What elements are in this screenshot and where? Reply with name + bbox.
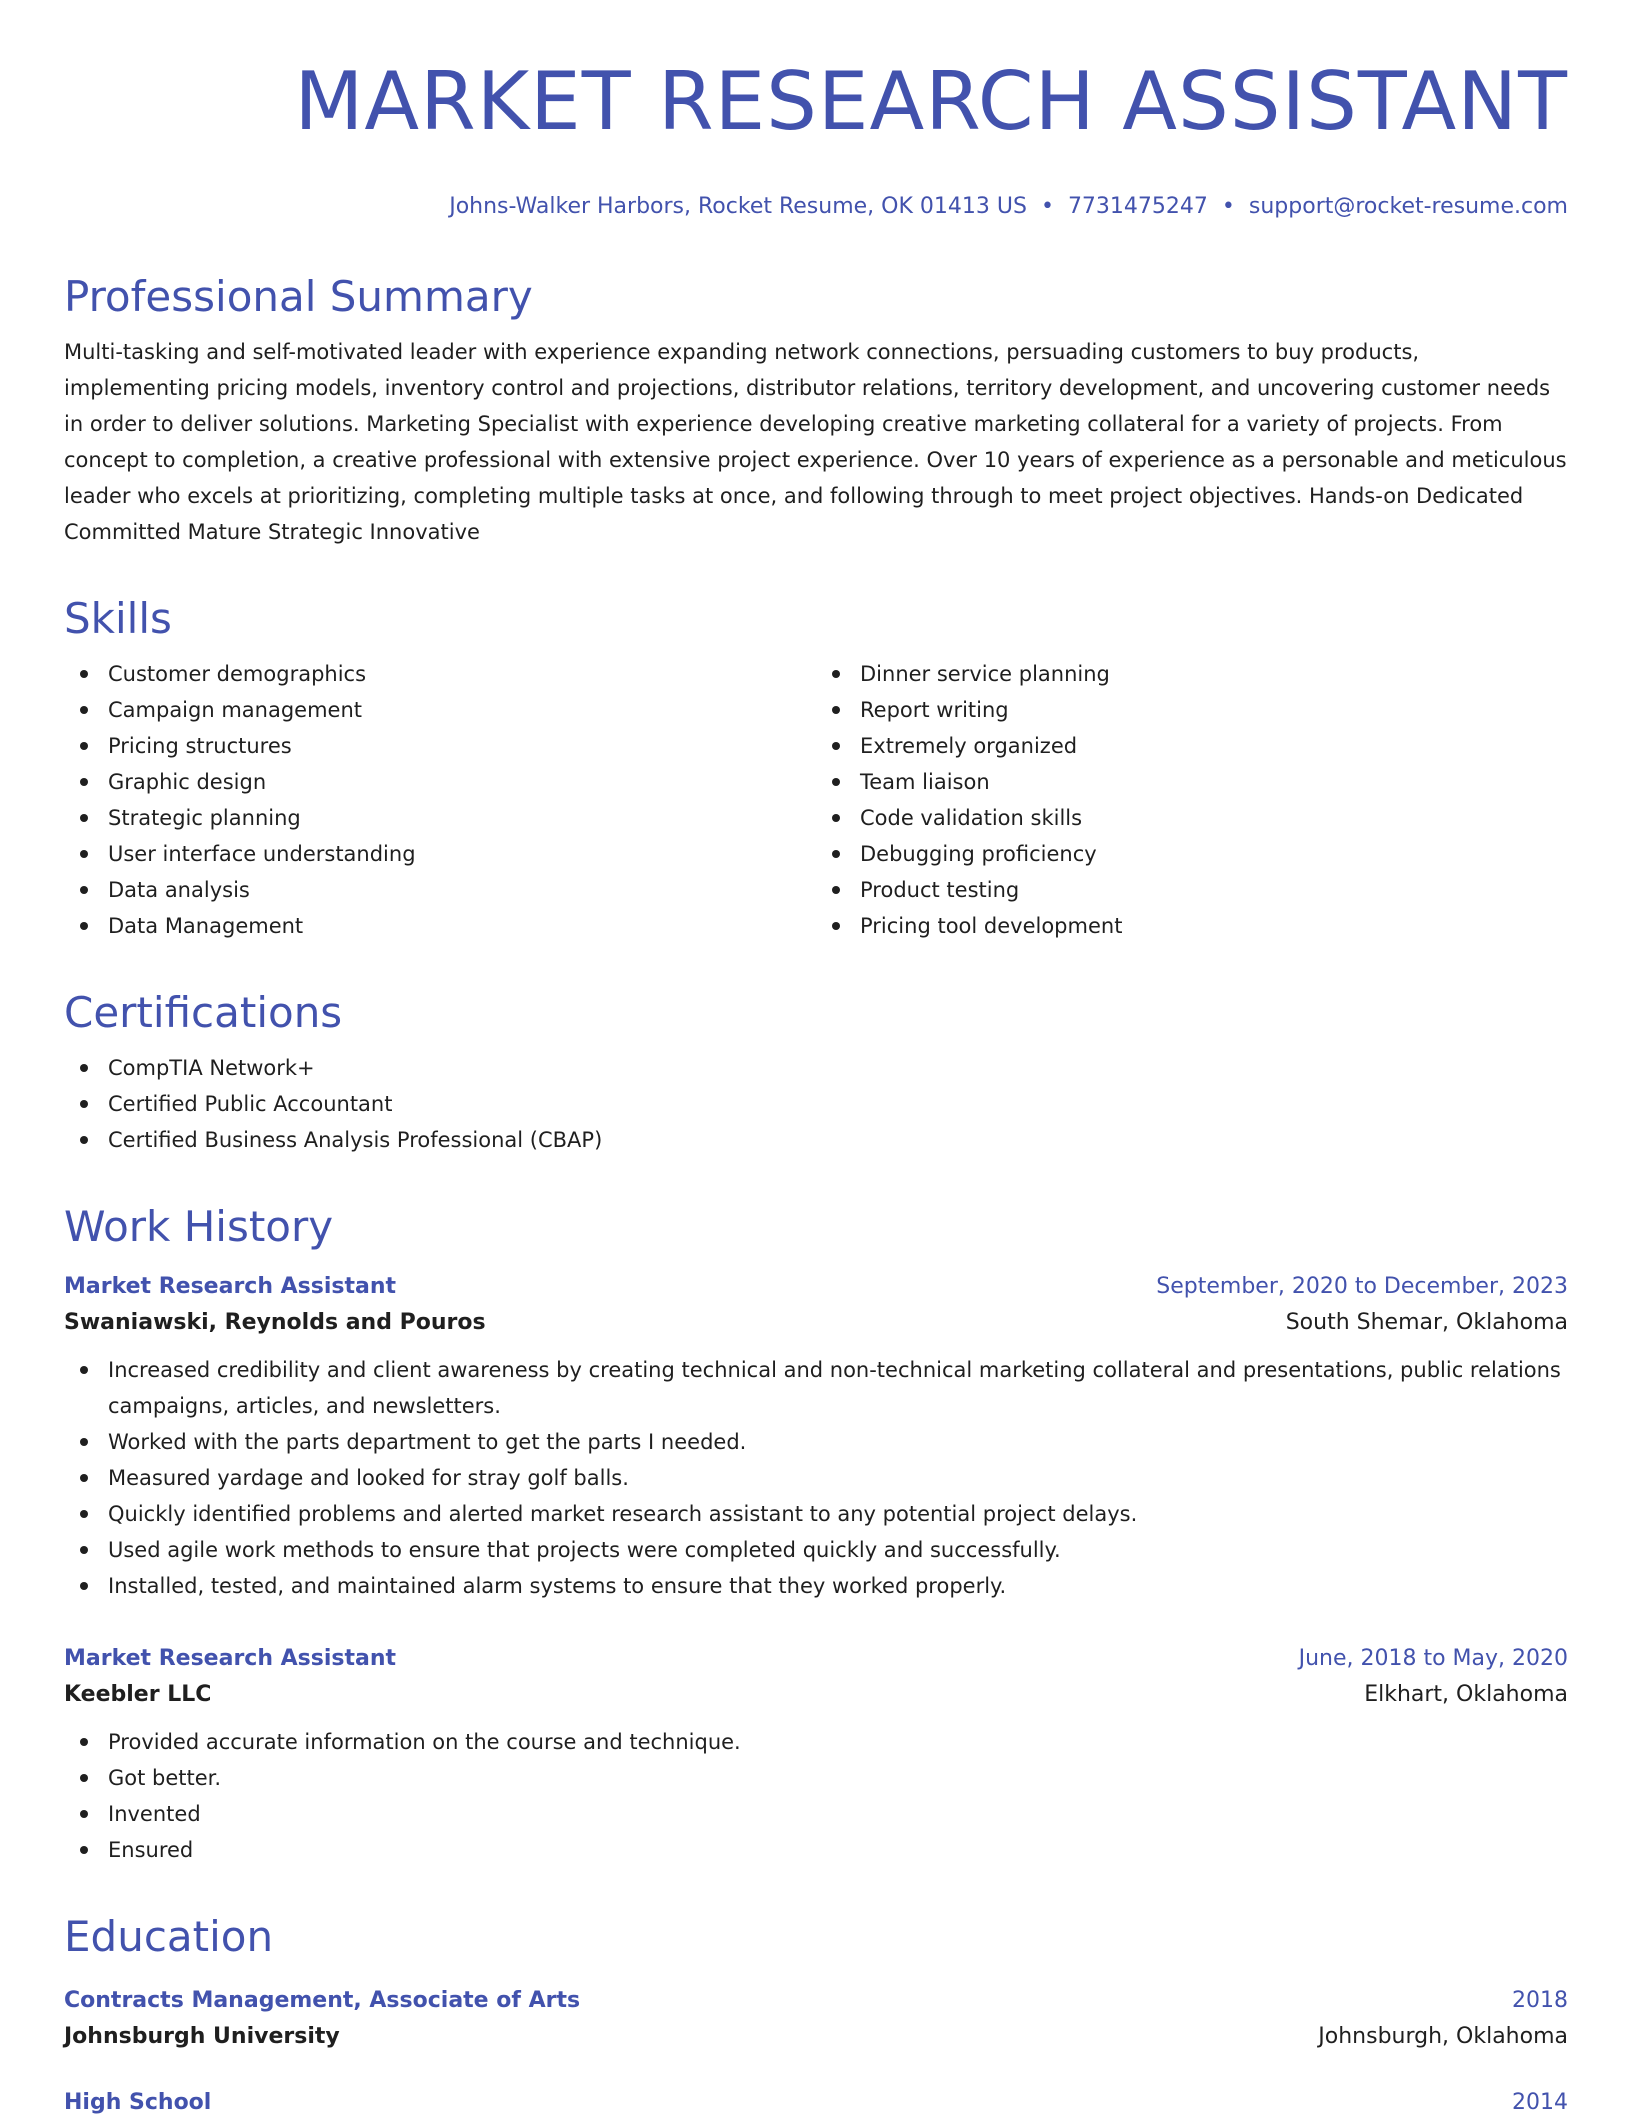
education-location: Johnsburgh, Oklahoma [1318, 2024, 1568, 2049]
skill-item: Team liaison [816, 764, 1568, 800]
skills-columns [64, 644, 1568, 944]
skill-item: Customer demographics [64, 656, 816, 692]
job-header-row [64, 1642, 1568, 1676]
skill-item: Graphic design [64, 764, 816, 800]
job-title: Market Research Assistant [64, 1274, 397, 1299]
certifications-section [64, 988, 1568, 1158]
job-bullet: Got better. [64, 1760, 1568, 1796]
education-section [64, 1912, 1568, 2120]
education-year: 2014 [1512, 2090, 1568, 2115]
job-bullet: Increased credibility and client awareness by creating technical and non-technical marketing collateral and presentations, public relations campaigns, articles, and newsletters. [64, 1352, 1568, 1424]
job-title: Market Research Assistant [64, 1646, 397, 1671]
certification-item: CompTIA Network+ [64, 1050, 1568, 1086]
contact-line [64, 192, 1568, 222]
skill-item: Data Management [64, 908, 816, 944]
certifications-heading: Certifications [64, 988, 343, 1037]
job-bullet: Ensured [64, 1832, 1568, 1868]
contact-phone: 7731475247 [1067, 194, 1208, 219]
job-bullet: Used agile work methods to ensure that projects were completed quickly and successfully. [64, 1532, 1568, 1568]
job-bullet: Invented [64, 1796, 1568, 1832]
skills-list-right [816, 656, 1568, 944]
job-dates: September, 2020 to December, 2023 [1156, 1274, 1568, 1299]
education-degree: Contracts Management, Associate of Arts [64, 1988, 581, 2013]
skill-item: User interface understanding [64, 836, 816, 872]
contact-separator: • [1040, 194, 1054, 219]
job-entry [64, 1642, 1568, 1868]
job-location: Elkhart, Oklahoma [1364, 1682, 1568, 1707]
job-bullet: Worked with the parts department to get the parts I needed. [64, 1424, 1568, 1460]
skills-list-left [64, 656, 816, 944]
job-company-row [64, 1304, 1568, 1342]
summary-section [64, 272, 1568, 550]
job-entry [64, 1270, 1568, 1604]
education-school-row [64, 2018, 1568, 2056]
skill-item: Debugging proficiency [816, 836, 1568, 872]
skill-item: Product testing [816, 872, 1568, 908]
education-degree: High School [64, 2090, 212, 2115]
job-bullets [64, 1352, 1568, 1604]
job-company-row [64, 1676, 1568, 1714]
skill-item: Dinner service planning [816, 656, 1568, 692]
certification-item: Certified Public Accountant [64, 1086, 1568, 1122]
education-header-row [64, 2086, 1568, 2120]
job-bullet: Measured yardage and looked for stray golf balls. [64, 1460, 1568, 1496]
certification-item: Certified Business Analysis Professional (CBAP) [64, 1122, 1568, 1158]
resume-title: MARKET RESEARCH ASSISTANT [294, 55, 1568, 148]
job-company: Swaniawski, Reynolds and Pouros [64, 1310, 486, 1335]
job-bullet: Provided accurate information on the course and technique. [64, 1724, 1568, 1760]
education-school: Johnsburgh University [64, 2024, 340, 2049]
education-entry [64, 1984, 1568, 2056]
summary-text: Multi-tasking and self-motivated leader with experience expanding network connections, persuading customers to buy products, implementing pricing models, inventory control and projections, distributor relations, territory development, and uncovering customer needs in order to deliver solutions. Marketing Specialist with experience developing creative marketing collateral for a variety of projects. From concept to completion, a creative professional with extensive project experience. Over 10 years of experience as a personable and meticulous leader who excels at prioritizing, completing multiple tasks at once, and following through to meet project objectives. Hands-on Dedicated Committed Mature Strategic Innovative [64, 340, 1567, 544]
job-bullet: Installed, tested, and maintained alarm systems to ensure that they worked properly. [64, 1568, 1568, 1604]
contact-address: Johns-Walker Harbors, Rocket Resume, OK 01413 US [449, 194, 1027, 219]
certifications-list [64, 1050, 1568, 1158]
contact-email: support@rocket-resume.com [1248, 194, 1568, 219]
job-header-row [64, 1270, 1568, 1304]
contact-separator: • [1221, 194, 1235, 219]
skill-item: Code validation skills [816, 800, 1568, 836]
education-heading: Education [64, 1912, 274, 1961]
work-history-heading: Work History [64, 1202, 334, 1251]
job-location: South Shemar, Oklahoma [1285, 1310, 1568, 1335]
work-history-section [64, 1202, 1568, 1868]
skill-item: Extremely organized [816, 728, 1568, 764]
skill-item: Data analysis [64, 872, 816, 908]
skill-item: Report writing [816, 692, 1568, 728]
job-company: Keebler LLC [64, 1682, 212, 1707]
education-entry [64, 2086, 1568, 2120]
skills-section [64, 594, 1568, 944]
education-header-row [64, 1984, 1568, 2018]
skill-item: Pricing tool development [816, 908, 1568, 944]
summary-heading: Professional Summary [64, 272, 533, 321]
job-bullets [64, 1724, 1568, 1868]
skills-heading: Skills [64, 594, 172, 643]
skill-item: Pricing structures [64, 728, 816, 764]
skill-item: Strategic planning [64, 800, 816, 836]
job-bullet: Quickly identified problems and alerted market research assistant to any potential project delays. [64, 1496, 1568, 1532]
skill-item: Campaign management [64, 692, 816, 728]
job-dates: June, 2018 to May, 2020 [1298, 1646, 1568, 1671]
education-year: 2018 [1512, 1988, 1568, 2013]
